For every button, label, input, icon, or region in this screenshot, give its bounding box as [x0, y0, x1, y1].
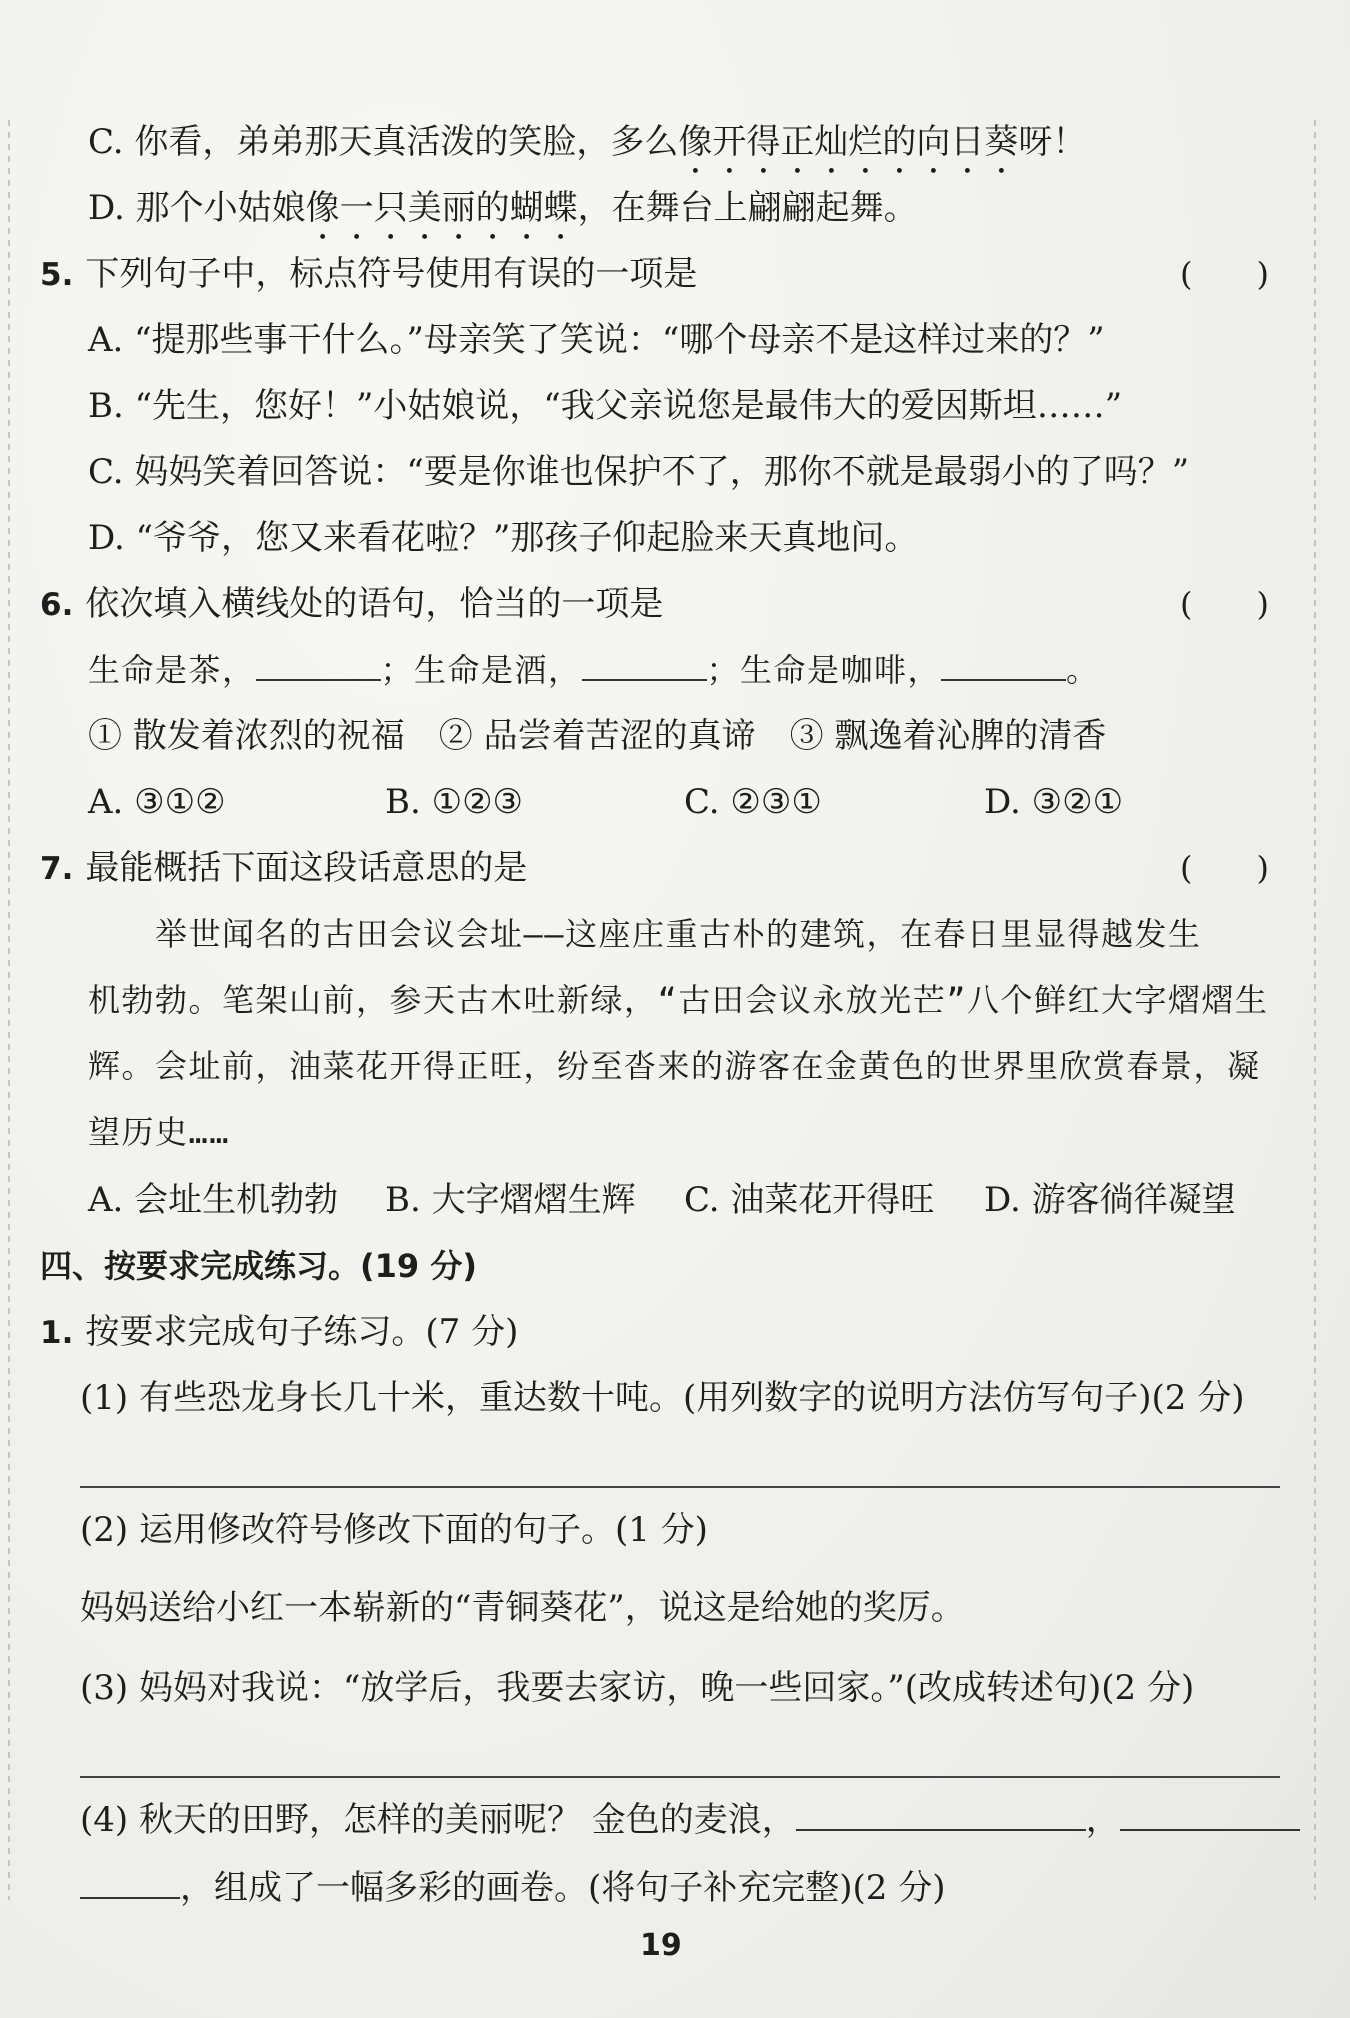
q7-passage-line-4: 望历史…… [88, 1113, 231, 1151]
q5-option-b: B. “先生，您好！”小姑娘说，“我父亲说您是最伟大的爱因斯坦……” [88, 386, 1123, 426]
q6-blank-2[interactable] [582, 649, 707, 681]
q1-sub-3: (3) 妈妈对我说：“放学后，我要去家访，晚一些回家。”(改成转述句)(2 分) [80, 1668, 1195, 1708]
q6-option-d: D. ③②① [984, 782, 1124, 822]
q7-passage-line-1: 举世闻名的古田会议会址——这座庄重古朴的建筑，在春日里显得越发生 [88, 915, 1202, 953]
q4-option-d: D. 那个小姑娘像一只美丽的蝴蝶，在舞台上翩翩起舞。 [88, 188, 918, 228]
q5-answer-paren[interactable]: ( ) [1180, 255, 1269, 293]
q6-option-b: B. ①②③ [385, 782, 524, 822]
section-4-heading: 四、按要求完成练习。(19 分) [40, 1247, 477, 1285]
q7-option-c: C. 油菜花开得旺 [684, 1180, 935, 1220]
q1-sub-2: (2) 运用修改符号修改下面的句子。(1 分) [80, 1510, 708, 1550]
q1-sub-4-cont: ，组成了一幅多彩的画卷。(将句子补充完整)(2 分) [80, 1866, 946, 1910]
q6-blank-3[interactable] [941, 649, 1066, 681]
q5-option-a: A. “提那些事干什么。”母亲笑了笑说：“哪个母亲不是这样过来的？” [88, 320, 1105, 360]
q7-option-d: D. 游客徜徉凝望 [984, 1180, 1236, 1220]
q7-answer-paren[interactable]: ( ) [1180, 849, 1269, 887]
page-number: 19 [640, 1928, 682, 1963]
q1-sub-4-blank-1[interactable] [796, 1799, 1086, 1831]
q7-passage-line-3: 辉。会址前，油菜花开得正旺，纷至沓来的游客在金黄色的世界里欣赏春景，凝 [88, 1047, 1261, 1085]
q1-sub-4: (4) 秋天的田野，怎样的美丽呢？ 金色的麦浪， ， [80, 1798, 1300, 1842]
q1-sub-2-sentence: 妈妈送给小红一本崭新的“青铜葵花”，说这是给她的奖厉。 [80, 1588, 965, 1628]
q7-option-b: B. 大字熠熠生辉 [385, 1180, 636, 1220]
q5-stem: 5. 下列句子中，标点符号使用有误的一项是 [40, 254, 698, 294]
q1-sub-1-answer-line[interactable] [80, 1486, 1280, 1488]
q1-sub-3-answer-line[interactable] [80, 1776, 1280, 1778]
q5-option-c: C. 妈妈笑着回答说：“要是你谁也保护不了，那你不就是最弱小的了吗？” [88, 452, 1190, 492]
q1-sub-4-blank-3[interactable] [80, 1867, 180, 1899]
q6-option-c: C. ②③① [684, 782, 822, 822]
q6-stem: 6. 依次填入横线处的语句，恰当的一项是 [40, 584, 664, 624]
q7-stem: 7. 最能概括下面这段话意思的是 [40, 848, 528, 888]
q6-blank-1[interactable] [256, 649, 381, 681]
q5-option-d: D. “爷爷，您又来看花啦？”那孩子仰起脸来天真地问。 [88, 518, 919, 558]
q7-option-a: A. 会址生机勃勃 [88, 1180, 339, 1220]
q4-option-c: C. 你看，弟弟那天真活泼的笑脸，多么像开得正灿烂的向日葵呀！ [88, 122, 1087, 162]
q6-answer-paren[interactable]: ( ) [1180, 585, 1269, 623]
q6-sentence: 生命是茶， ；生命是酒， ；生命是咖啡， 。 [88, 651, 1100, 689]
q6-option-a: A. ③①② [88, 782, 226, 822]
q4-d-emphasis: 像一只美丽的蝴蝶 [305, 188, 578, 228]
right-margin-rule [1314, 120, 1316, 1900]
q6-choices: ① 散发着浓烈的祝福 ② 品尝着苦涩的真谛 ③ 飘逸着沁脾的清香 [88, 716, 1107, 756]
left-margin-rule [8, 120, 10, 1900]
q4-c-emphasis: 像开得正灿烂的向日葵 [678, 122, 1019, 162]
q7-passage-line-2: 机勃勃。笔架山前，参天古木吐新绿，“古田会议永放光芒”八个鲜红大字熠熠生 [88, 981, 1269, 1019]
q1-sub-4-blank-2[interactable] [1120, 1799, 1300, 1831]
q1-sub-1: (1) 有些恐龙身长几十米，重达数十吨。(用列数字的说明方法仿写句子)(2 分) [80, 1378, 1245, 1418]
q1-stem: 1. 按要求完成句子练习。(7 分) [40, 1312, 519, 1352]
